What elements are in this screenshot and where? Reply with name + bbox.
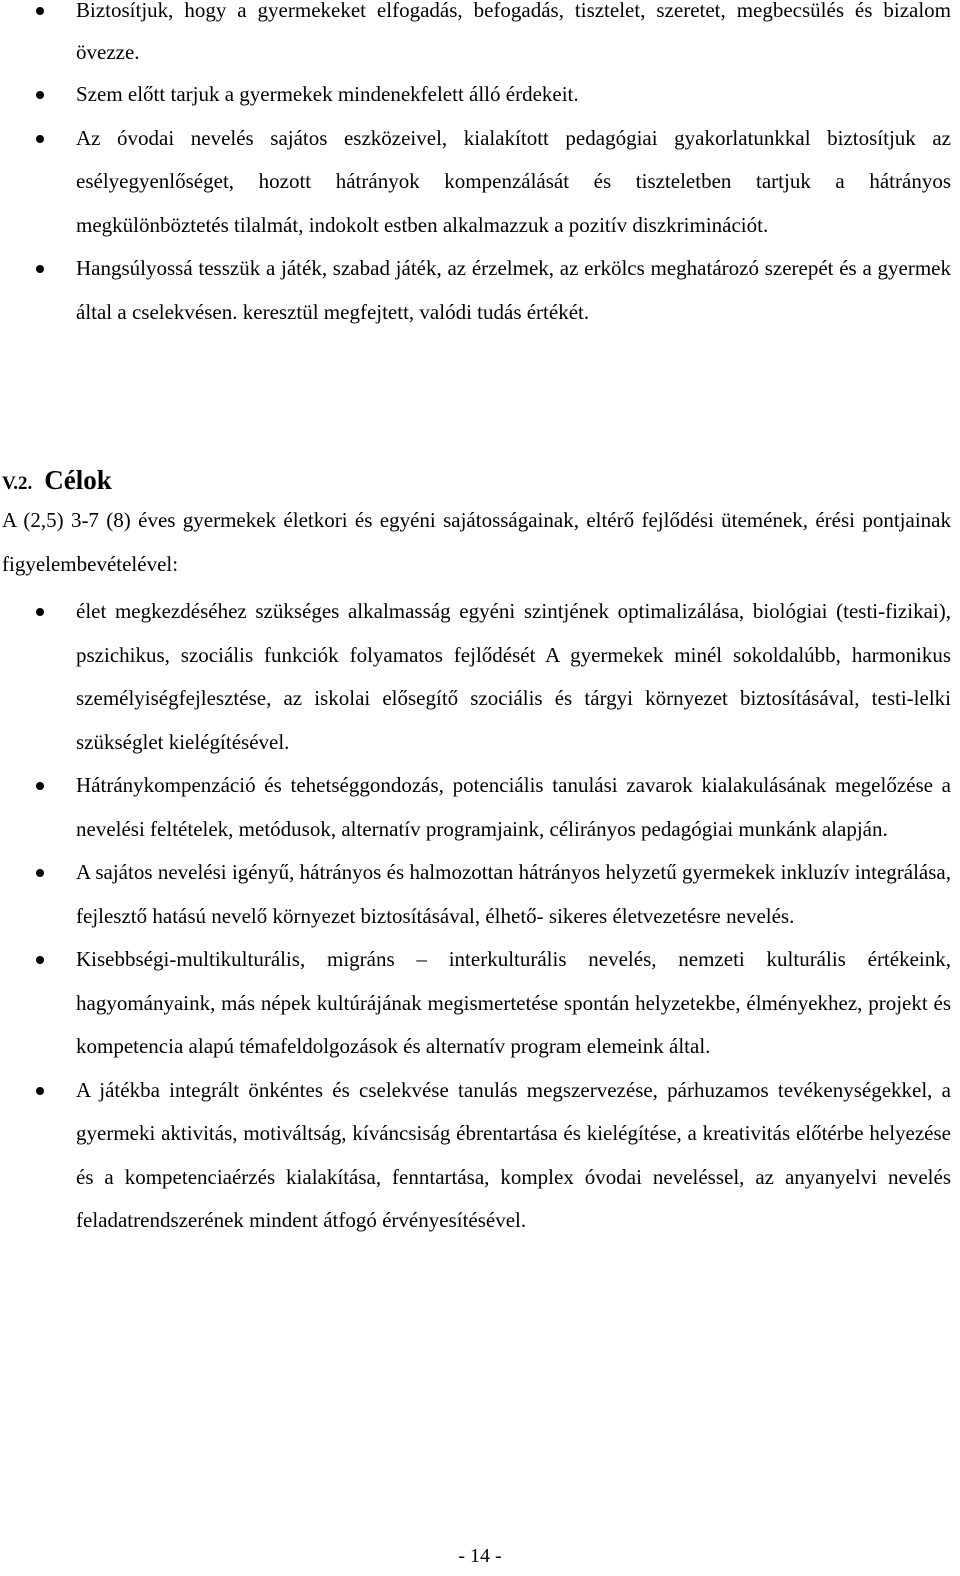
list-item-text: A játékba integrált önkéntes és cselekvése tanulás megszervezése, párhuzamos tevékenységekkel, a gyermeki aktivitás, motiváltság, kíváncsiság ébrentartása és kielégítése, a kreativitás előtérbe helyezése és a kompetenciaérzés kialakítása, fenntartása, komplex óvodai neveléssel, az anyanyelvi nevelés feladatrendszerének mindent átfogó érvényesítésével. bbox=[76, 1077, 951, 1232]
list-item-text: A sajátos nevelési igényű, hátrányos és halmozottan hátrányos helyzetű gyermekek inkluzív integrálása, fejlesztő hatású nevelő környezet biztosításával, élhető- sikeres életvezetésre nevelés. bbox=[76, 860, 951, 928]
list-item-text: Biztosítjuk, hogy a gyermekeket elfogadás, befogadás, tisztelet, szeretet, megbecsülés és bizalom övezze. bbox=[76, 0, 951, 64]
principles-list bbox=[0, 0, 960, 334]
list-item-text: Szem előtt tarjuk a gyermekek mindenekfelett álló érdekeit. bbox=[76, 82, 579, 106]
bullet-icon bbox=[36, 782, 44, 790]
list-item bbox=[0, 0, 960, 73]
list-item-text: Hangsúlyossá tesszük a játék, szabad játék, az érzelmek, az erkölcs meghatározó szerepét és a gyermek által a cselekvésen. keresztül megfejtett, valódi tudás értékét. bbox=[76, 256, 951, 324]
bullet-icon bbox=[36, 135, 44, 143]
section-heading bbox=[2, 460, 112, 504]
list-item bbox=[0, 117, 960, 248]
section-title: Célok bbox=[44, 465, 112, 495]
list-item bbox=[0, 938, 960, 1069]
bullet-icon bbox=[36, 608, 44, 616]
bullet-icon bbox=[36, 869, 44, 877]
section-number: V.2. bbox=[2, 473, 33, 494]
bullet-icon bbox=[36, 956, 44, 964]
bullet-icon bbox=[36, 1087, 44, 1095]
list-item bbox=[0, 590, 960, 764]
list-item bbox=[0, 764, 960, 851]
bullet-icon bbox=[36, 7, 44, 15]
list-item bbox=[0, 851, 960, 938]
list-item-text: Hátránykompenzáció és tehetséggondozás, potenciális tanulási zavarok kialakulásának megelőzése a nevelési feltételek, metódusok, alternatív programjaink, célirányos pedagógiai munkánk alapján. bbox=[76, 773, 951, 841]
list-item-text: élet megkezdéséhez szükséges alkalmasság egyéni szintjének optimalizálása, biológiai (testi-fizikai), pszichikus, szociális funkciók folyamatos fejlődését A gyermekek minél sokoldalúbb, harmonikus személyiségfejlesztése, az iskolai elősegítő szociális és tárgyi környezet biztosításával, testi-lelki szükséglet kielégítésével. bbox=[76, 599, 951, 754]
bullet-icon bbox=[36, 91, 44, 99]
list-item bbox=[0, 247, 960, 334]
page-number: - 14 - bbox=[458, 1545, 502, 1567]
bullet-icon bbox=[36, 265, 44, 273]
list-item bbox=[0, 73, 960, 117]
section-intro: A (2,5) 3-7 (8) éves gyermekek életkori és egyéni sajátosságainak, eltérő fejlődési ütemének, érési pontjainak figyelembevételével: bbox=[2, 508, 951, 576]
list-item bbox=[0, 1069, 960, 1243]
goals-list bbox=[0, 590, 960, 1243]
list-item-text: Az óvodai nevelés sajátos eszközeivel, kialakított pedagógiai gyakorlatunkkal biztosítjuk az esélyegyenlőséget, hozott hátrányok kompenzálását és tiszteletben tartjuk a hátrányos megkülönböztetés tilalmát, indokolt estben alkalmazzuk a pozitív diszkriminációt. bbox=[76, 125, 951, 237]
list-item-text: Kisebbségi-multikulturális, migráns – interkulturális nevelés, nemzeti kulturális értékeink, hagyományaink, más népek kultúrájának megismertetése spontán helyzetekbe, élményekhez, projekt és kompetencia alapú témafeldolgozások és alternatív program elemeink által. bbox=[76, 947, 951, 1058]
